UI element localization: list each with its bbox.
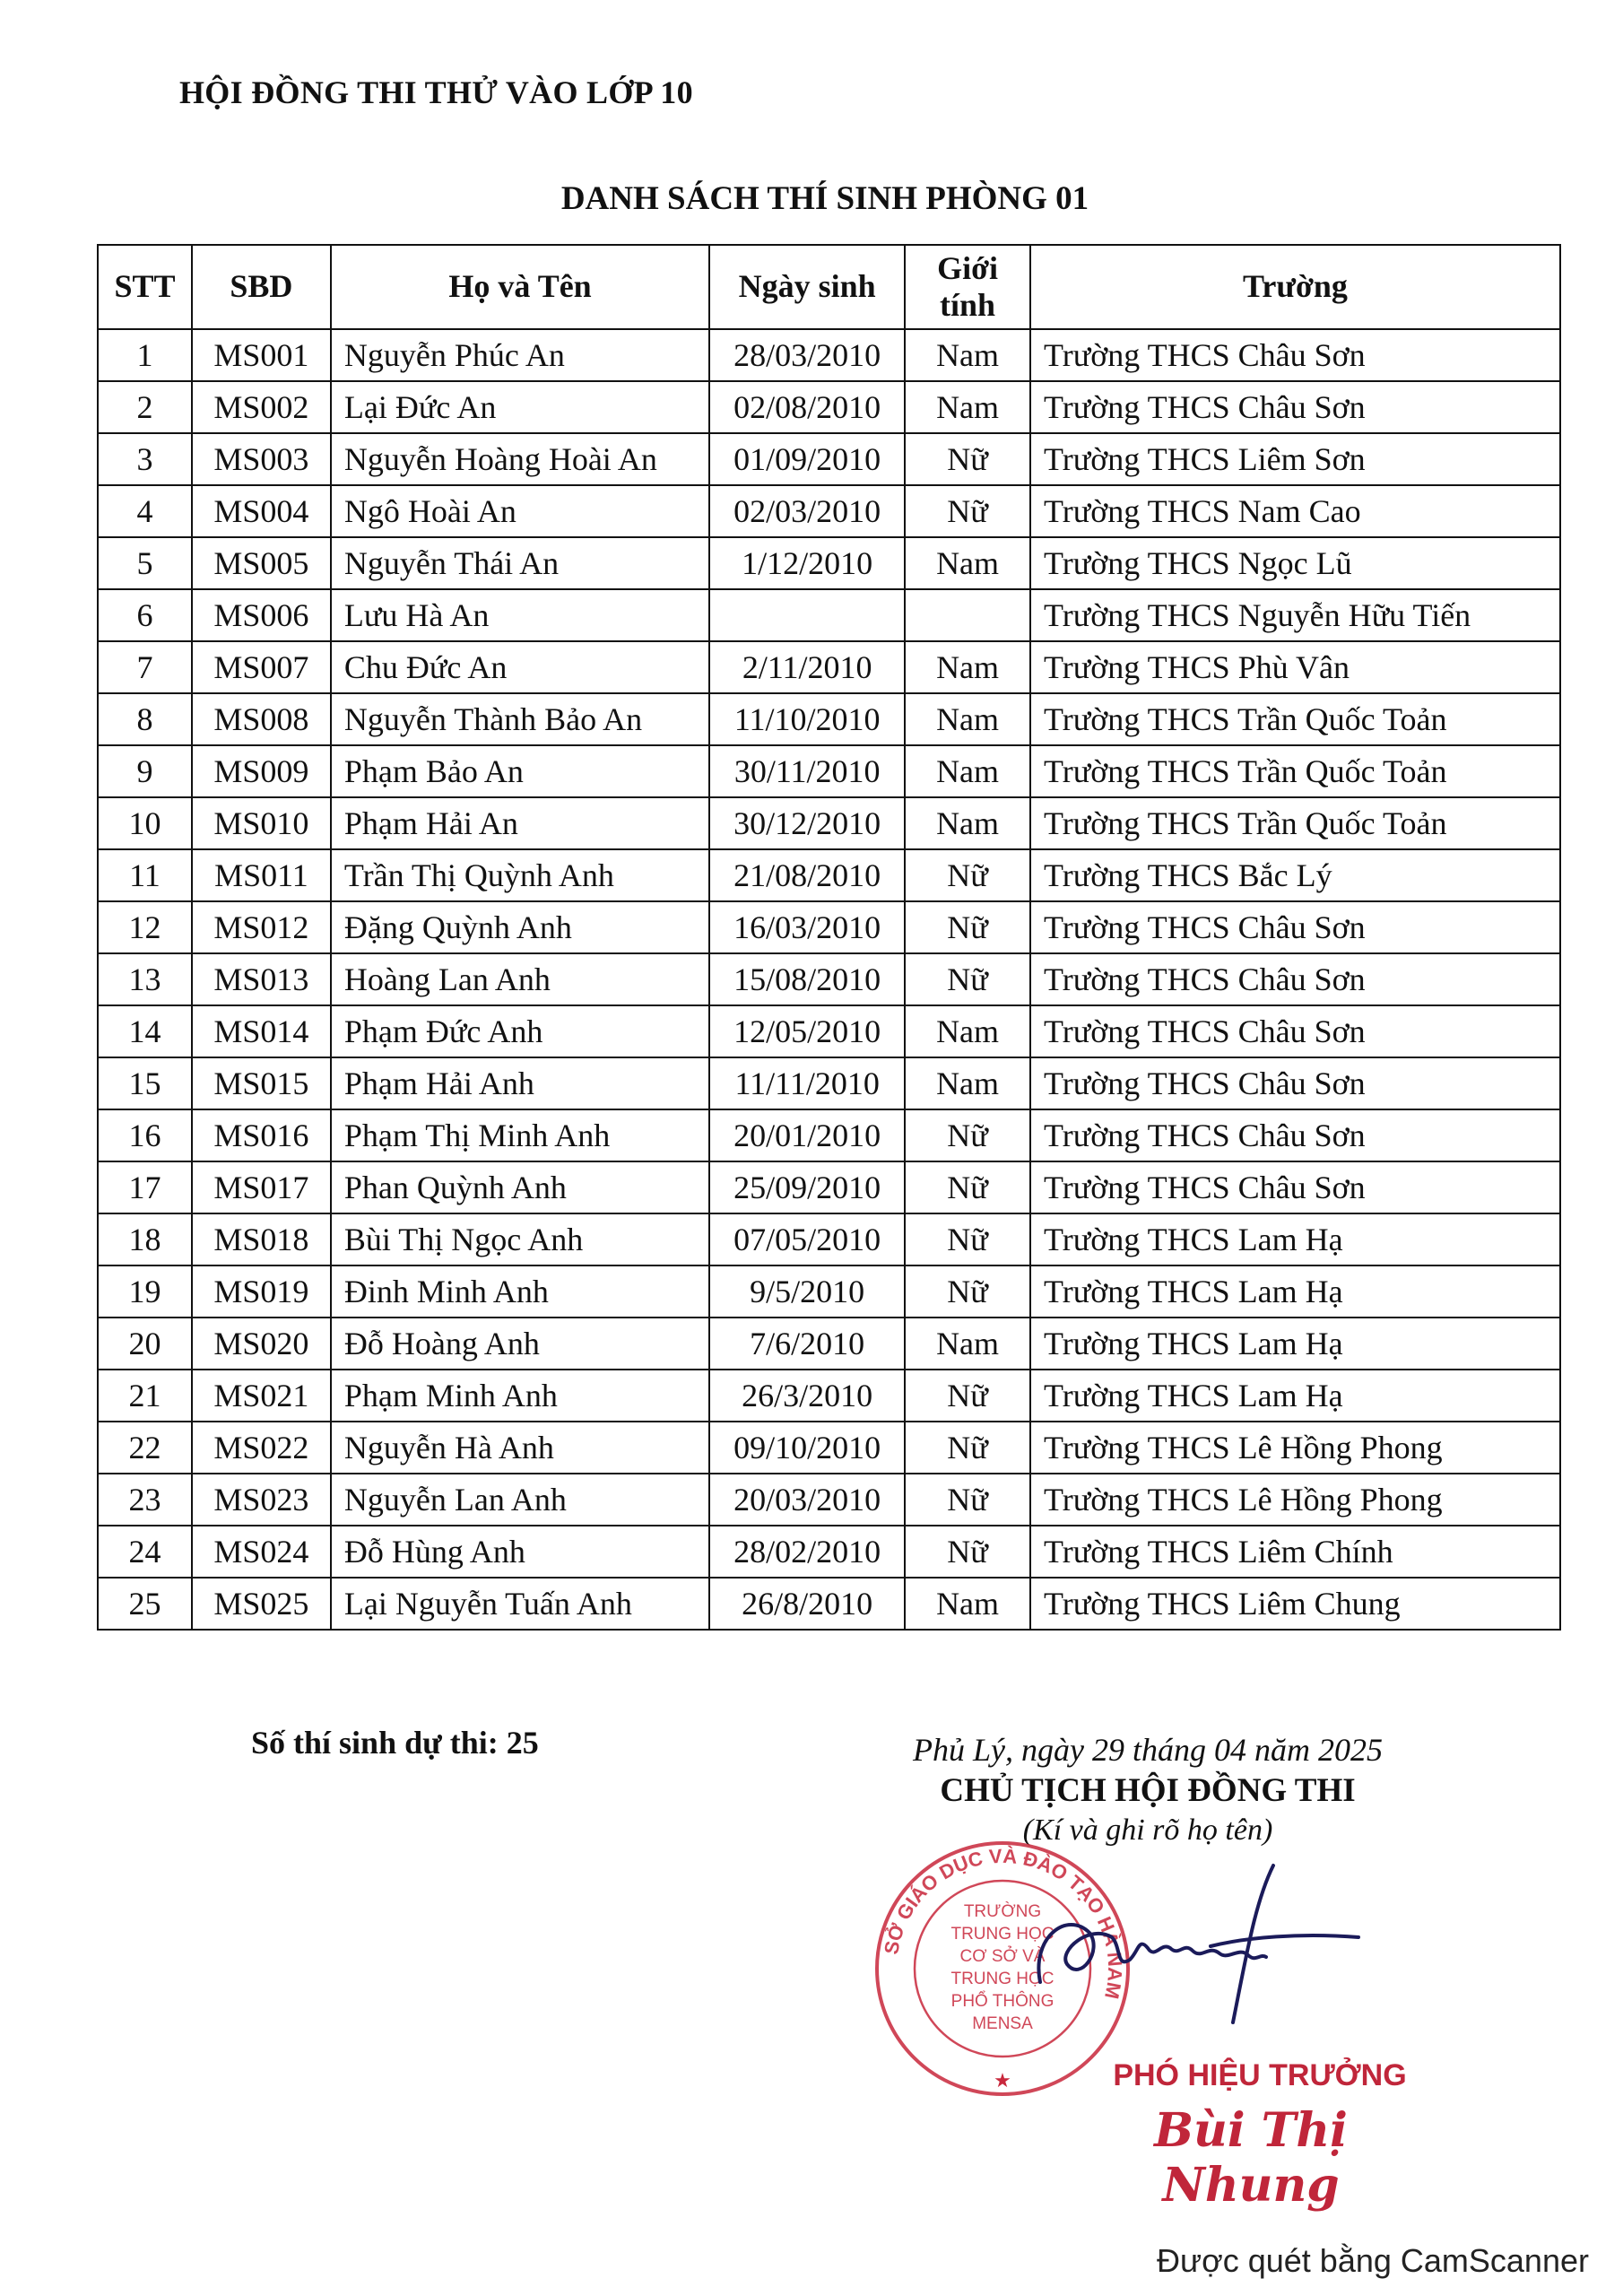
cell-birth-date: 11/10/2010 [709,693,905,745]
cell-birth-date: 20/03/2010 [709,1474,905,1526]
cell-stt: 9 [98,745,192,797]
cell-school: Trường THCS Châu Sơn [1030,329,1560,381]
cell-stt: 23 [98,1474,192,1526]
cell-stt: 11 [98,849,192,901]
cell-birth-date: 12/05/2010 [709,1005,905,1057]
cell-sbd: MS016 [192,1109,331,1161]
cell-school: Trường THCS Nguyễn Hữu Tiến [1030,589,1560,641]
cell-sbd: MS004 [192,485,331,537]
table-row [98,849,1560,901]
cell-birth-date: 25/09/2010 [709,1161,905,1213]
cell-gender: Nam [905,381,1030,433]
cell-school: Trường THCS Lê Hồng Phong [1030,1422,1560,1474]
scanner-watermark: Được quét bằng CamScanner [1157,2242,1589,2279]
stamp-line: CƠ SỞ VÀ [959,1947,1046,1966]
cell-school: Trường THCS Trần Quốc Toản [1030,797,1560,849]
cell-gender: Nữ [905,953,1030,1005]
cell-full-name: Nguyễn Hoàng Hoài An [331,433,709,485]
candidate-count: Số thí sinh dự thi: 25 [251,1725,539,1761]
table-row [98,1318,1560,1370]
cell-full-name: Lại Đức An [331,381,709,433]
cell-birth-date: 09/10/2010 [709,1422,905,1474]
cell-birth-date: 30/11/2010 [709,745,905,797]
cell-gender: Nam [905,1318,1030,1370]
cell-birth-date: 28/02/2010 [709,1526,905,1578]
cell-full-name: Phan Quỳnh Anh [331,1161,709,1213]
stamp-line: PHỔ THÔNG [950,1992,1055,2011]
signer-name: Bùi Thị Nhung [1154,2103,1348,2213]
column-header-sbd: SBD [192,245,331,329]
cell-sbd: MS011 [192,849,331,901]
cell-birth-date: 28/03/2010 [709,329,905,381]
cell-full-name: Phạm Đức Anh [331,1005,709,1057]
cell-gender: Nữ [905,1161,1030,1213]
cell-stt: 12 [98,901,192,953]
cell-birth-date: 11/11/2010 [709,1057,905,1109]
cell-full-name: Phạm Minh Anh [331,1370,709,1422]
table-row [98,537,1560,589]
cell-full-name: Trần Thị Quỳnh Anh [331,849,709,901]
cell-full-name: Đỗ Hoàng Anh [331,1318,709,1370]
cell-sbd: MS002 [192,381,331,433]
cell-gender: Nữ [905,1370,1030,1422]
cell-full-name: Bùi Thị Ngọc Anh [331,1213,709,1265]
cell-full-name: Chu Đức An [331,641,709,693]
table-row [98,329,1560,381]
cell-birth-date: 21/08/2010 [709,849,905,901]
cell-birth-date [709,589,905,641]
table-row [98,1578,1560,1630]
cell-stt: 14 [98,1005,192,1057]
cell-birth-date: 16/03/2010 [709,901,905,953]
cell-school: Trường THCS Ngọc Lũ [1030,537,1560,589]
cell-sbd: MS021 [192,1370,331,1422]
cell-stt: 16 [98,1109,192,1161]
table-row [98,1526,1560,1578]
cell-gender: Nam [905,693,1030,745]
cell-sbd: MS007 [192,641,331,693]
cell-gender: Nữ [905,1213,1030,1265]
document-title: DANH SÁCH THÍ SINH PHÒNG 01 [560,180,1089,217]
cell-birth-date: 15/08/2010 [709,953,905,1005]
cell-gender: Nam [905,745,1030,797]
cell-school: Trường THCS Lam Hạ [1030,1213,1560,1265]
table-row [98,641,1560,693]
cell-school: Trường THCS Trần Quốc Toản [1030,693,1560,745]
cell-gender: Nam [905,329,1030,381]
table-row [98,1057,1560,1109]
table-row [98,1005,1560,1057]
chair-title: CHỦ TỊCH HỘI ĐỒNG THI [940,1772,1356,1809]
cell-gender: Nữ [905,1422,1030,1474]
cell-sbd: MS015 [192,1057,331,1109]
table-row [98,797,1560,849]
cell-full-name: Nguyễn Hà Anh [331,1422,709,1474]
cell-school: Trường THCS Lam Hạ [1030,1318,1560,1370]
cell-gender: Nữ [905,1526,1030,1578]
cell-full-name: Nguyễn Thành Bảo An [331,693,709,745]
cell-gender: Nữ [905,433,1030,485]
column-header-school: Trường [1030,245,1560,329]
cell-school: Trường THCS Lam Hạ [1030,1265,1560,1318]
cell-birth-date: 1/12/2010 [709,537,905,589]
stamp-outer-text: SỞ GIÁO DỤC VÀ ĐÀO TẠO HÀ NAM [880,1844,1127,2001]
cell-full-name: Lại Nguyễn Tuấn Anh [331,1578,709,1630]
cell-birth-date: 07/05/2010 [709,1213,905,1265]
cell-gender: Nam [905,797,1030,849]
cell-stt: 8 [98,693,192,745]
cell-gender [905,589,1030,641]
stamp-line: TRUNG HỌC [950,1925,1055,1944]
cell-school: Trường THCS Liêm Sơn [1030,433,1560,485]
cell-gender: Nam [905,1005,1030,1057]
cell-sbd: MS014 [192,1005,331,1057]
table-row [98,693,1560,745]
cell-sbd: MS012 [192,901,331,953]
cell-stt: 7 [98,641,192,693]
cell-sbd: MS022 [192,1422,331,1474]
cell-stt: 15 [98,1057,192,1109]
cell-sbd: MS010 [192,797,331,849]
cell-gender: Nữ [905,1109,1030,1161]
cell-sbd: MS018 [192,1213,331,1265]
cell-stt: 5 [98,537,192,589]
cell-school: Trường THCS Phù Vân [1030,641,1560,693]
cell-full-name: Ngô Hoài An [331,485,709,537]
cell-gender: Nữ [905,1265,1030,1318]
cell-gender: Nam [905,641,1030,693]
table-row [98,1161,1560,1213]
cell-stt: 13 [98,953,192,1005]
candidate-table [97,244,1561,1631]
signer-role: PHÓ HIỆU TRƯỞNG [1113,2058,1407,2092]
cell-sbd: MS001 [192,329,331,381]
cell-stt: 20 [98,1318,192,1370]
signature-note: (Kí và ghi rõ họ tên) [1022,1813,1273,1847]
cell-full-name: Hoàng Lan Anh [331,953,709,1005]
cell-full-name: Nguyễn Thái An [331,537,709,589]
cell-sbd: MS017 [192,1161,331,1213]
cell-school: Trường THCS Châu Sơn [1030,1109,1560,1161]
table-row [98,1422,1560,1474]
cell-birth-date: 9/5/2010 [709,1265,905,1318]
cell-full-name: Phạm Hải An [331,797,709,849]
organization-heading: HỘI ĐỒNG THI THỬ VÀO LỚP 10 [179,74,693,110]
table-row [98,1265,1560,1318]
cell-gender: Nữ [905,849,1030,901]
column-header-gender: Giới tính [905,245,1030,329]
table-header-row [98,245,1560,329]
cell-school: Trường THCS Lê Hồng Phong [1030,1474,1560,1526]
cell-stt: 1 [98,329,192,381]
cell-school: Trường THCS Châu Sơn [1030,901,1560,953]
column-header-full-name: Họ và Tên [331,245,709,329]
cell-birth-date: 26/8/2010 [709,1578,905,1630]
column-header-stt: STT [98,245,192,329]
cell-sbd: MS020 [192,1318,331,1370]
cell-full-name: Lưu Hà An [331,589,709,641]
cell-sbd: MS023 [192,1474,331,1526]
table-row [98,381,1560,433]
cell-birth-date: 26/3/2010 [709,1370,905,1422]
cell-birth-date: 02/03/2010 [709,485,905,537]
cell-sbd: MS019 [192,1265,331,1318]
cell-full-name: Phạm Thị Minh Anh [331,1109,709,1161]
svg-text:★: ★ [994,2070,1011,2092]
cell-stt: 21 [98,1370,192,1422]
table-row [98,1213,1560,1265]
cell-full-name: Đinh Minh Anh [331,1265,709,1318]
cell-gender: Nữ [905,1474,1030,1526]
table-row [98,953,1560,1005]
cell-school: Trường THCS Liêm Chính [1030,1526,1560,1578]
place-date: Phủ Lý, ngày 29 tháng 04 năm 2025 [913,1732,1383,1768]
cell-stt: 4 [98,485,192,537]
cell-full-name: Nguyễn Phúc An [331,329,709,381]
cell-full-name: Đỗ Hùng Anh [331,1526,709,1578]
cell-birth-date: 30/12/2010 [709,797,905,849]
cell-sbd: MS008 [192,693,331,745]
cell-stt: 3 [98,433,192,485]
cell-school: Trường THCS Bắc Lý [1030,849,1560,901]
cell-gender: Nam [905,537,1030,589]
cell-birth-date: 20/01/2010 [709,1109,905,1161]
cell-full-name: Đặng Quỳnh Anh [331,901,709,953]
cell-birth-date: 02/08/2010 [709,381,905,433]
cell-stt: 19 [98,1265,192,1318]
cell-school: Trường THCS Châu Sơn [1030,381,1560,433]
cell-school: Trường THCS Liêm Chung [1030,1578,1560,1630]
table-row [98,1474,1560,1526]
cell-sbd: MS025 [192,1578,331,1630]
cell-school: Trường THCS Châu Sơn [1030,953,1560,1005]
cell-full-name: Phạm Bảo An [331,745,709,797]
cell-stt: 10 [98,797,192,849]
cell-full-name: Nguyễn Lan Anh [331,1474,709,1526]
table-row [98,433,1560,485]
cell-sbd: MS005 [192,537,331,589]
cell-school: Trường THCS Trần Quốc Toản [1030,745,1560,797]
cell-sbd: MS003 [192,433,331,485]
cell-full-name: Phạm Hải Anh [331,1057,709,1109]
cell-school: Trường THCS Châu Sơn [1030,1057,1560,1109]
cell-school: Trường THCS Châu Sơn [1030,1005,1560,1057]
table-row [98,1109,1560,1161]
cell-sbd: MS013 [192,953,331,1005]
cell-stt: 25 [98,1578,192,1630]
table-body [98,329,1560,1630]
cell-sbd: MS006 [192,589,331,641]
cell-stt: 6 [98,589,192,641]
table-row [98,745,1560,797]
table-row [98,1370,1560,1422]
cell-gender: Nam [905,1057,1030,1109]
cell-school: Trường THCS Châu Sơn [1030,1161,1560,1213]
cell-school: Trường THCS Lam Hạ [1030,1370,1560,1422]
table-row [98,589,1560,641]
cell-sbd: MS024 [192,1526,331,1578]
cell-school: Trường THCS Nam Cao [1030,485,1560,537]
cell-stt: 2 [98,381,192,433]
signature-icon [1004,1848,1363,2036]
table-row [98,485,1560,537]
stamp-line: TRUNG HỌC [950,1970,1055,1988]
cell-birth-date: 01/09/2010 [709,433,905,485]
cell-gender: Nữ [905,901,1030,953]
cell-gender: Nữ [905,485,1030,537]
cell-sbd: MS009 [192,745,331,797]
cell-stt: 18 [98,1213,192,1265]
cell-birth-date: 2/11/2010 [709,641,905,693]
cell-stt: 24 [98,1526,192,1578]
cell-stt: 22 [98,1422,192,1474]
cell-gender: Nam [905,1578,1030,1630]
cell-birth-date: 7/6/2010 [709,1318,905,1370]
stamp-line: MENSA [972,2014,1033,2033]
stamp-line: TRƯỜNG [963,1902,1042,1921]
table-row [98,901,1560,953]
column-header-birth-date: Ngày sinh [709,245,905,329]
cell-stt: 17 [98,1161,192,1213]
